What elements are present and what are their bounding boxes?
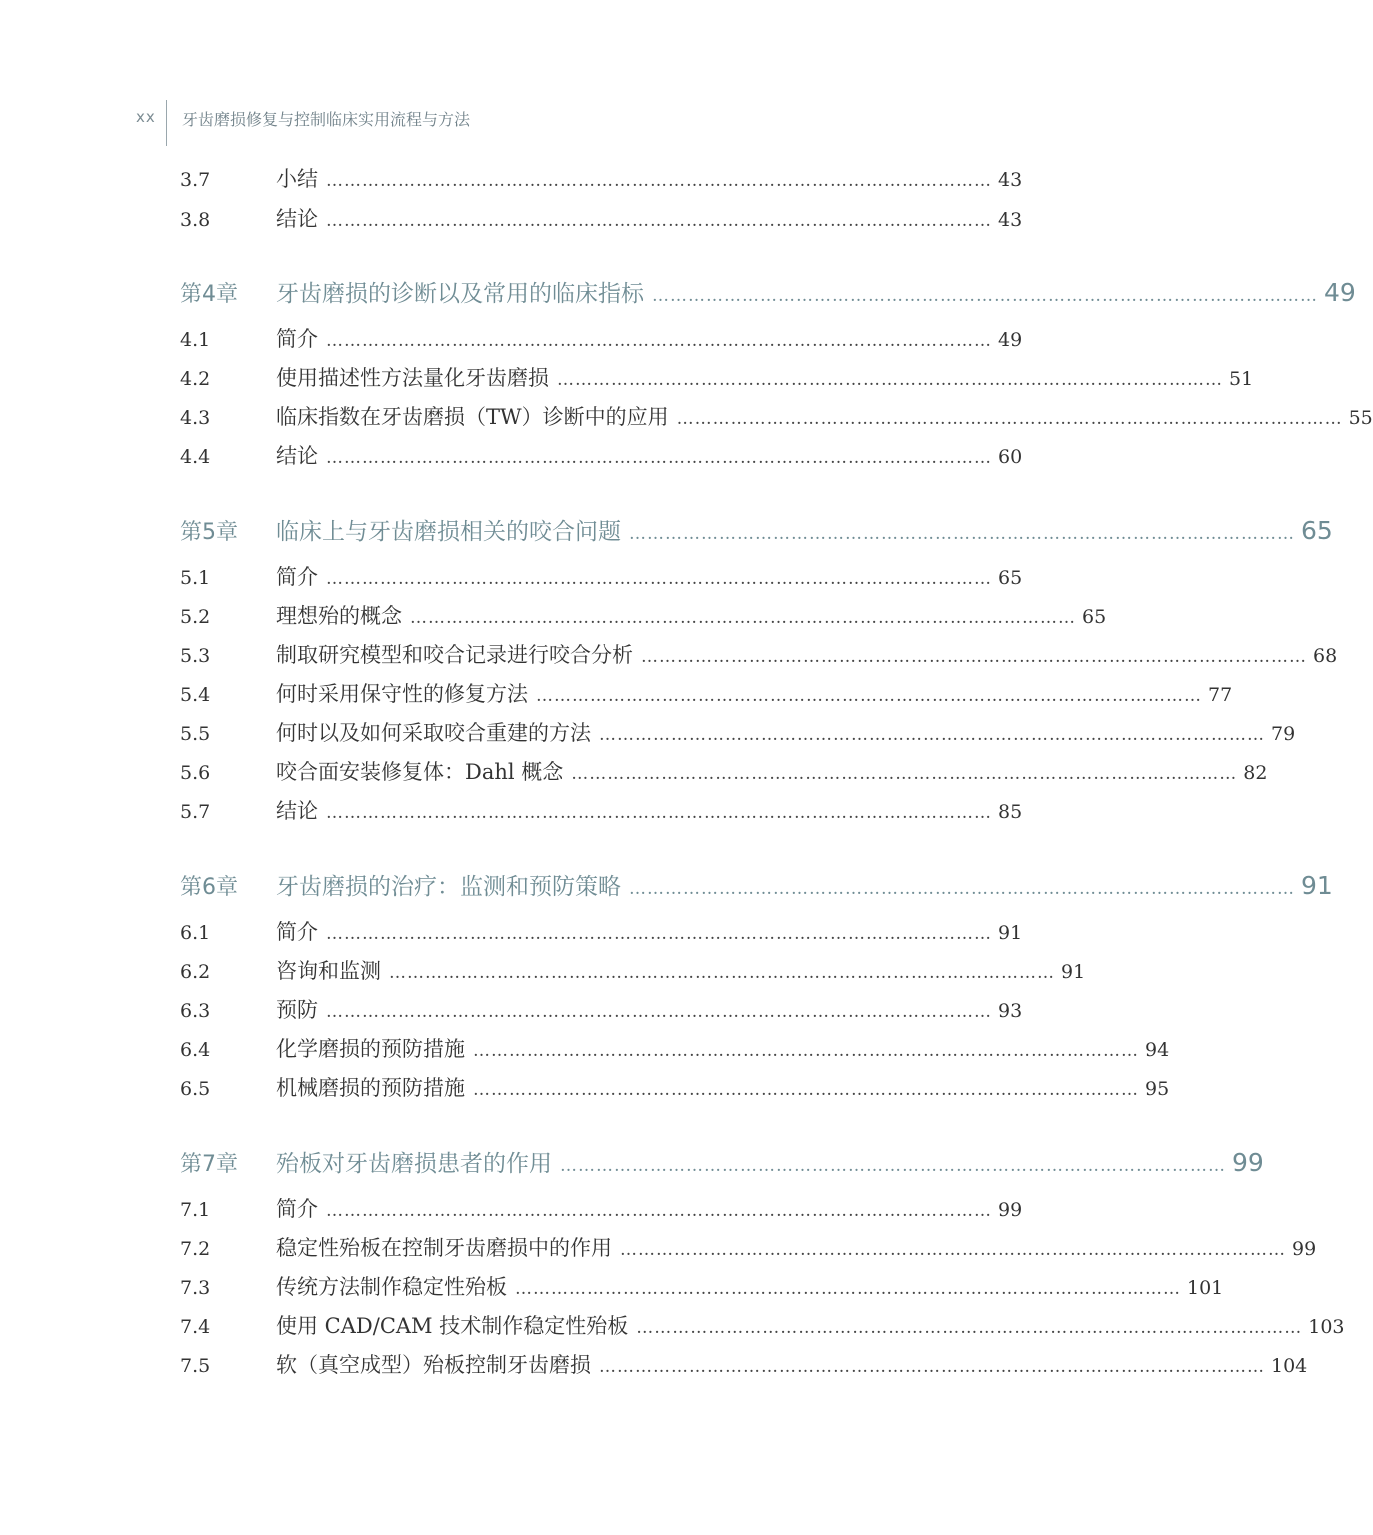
page-ref: 49: [998, 329, 1023, 351]
page-ref: 91: [998, 922, 1023, 944]
section-title: 预防: [276, 998, 318, 1022]
page-ref: 101: [1187, 1277, 1224, 1299]
dot-leader: …………………………………………………………………………………………………: [326, 924, 992, 944]
page-ref: 60: [998, 446, 1023, 468]
chapter-title: 临床上与牙齿磨损相关的咬合问题: [276, 519, 621, 545]
toc-section-row: [180, 1349, 1308, 1379]
toc-section-row: [180, 1033, 1170, 1063]
toc-chapter-row: [180, 1145, 1264, 1178]
page-ref: 77: [1208, 684, 1233, 706]
page-ref: 65: [1082, 606, 1107, 628]
dot-leader: …………………………………………………………………………………………………: [326, 331, 992, 351]
toc-section-row: [180, 756, 1268, 786]
section-title: 化学磨损的预防措施: [276, 1037, 465, 1061]
toc-section-row: [180, 639, 1338, 669]
page-ref: 91: [1061, 961, 1086, 983]
toc-section-row: [180, 955, 1086, 985]
dot-leader: …………………………………………………………………………………………………: [571, 764, 1238, 784]
page-ref: 43: [998, 169, 1023, 191]
section-title: 临床指数在牙齿磨损（TW）诊断中的应用: [276, 405, 669, 429]
page-header: [0, 98, 1080, 148]
section-title: 结论: [276, 444, 318, 468]
dot-leader: …………………………………………………………………………………………………: [410, 608, 1076, 628]
page-ref: 82: [1243, 762, 1268, 784]
section-title: 使用 CAD/CAM 技术制作稳定性殆板: [276, 1314, 629, 1338]
page-ref: 79: [1271, 723, 1296, 745]
chapter-title: 殆板对牙齿磨损患者的作用: [276, 1151, 552, 1177]
section-title: 何时以及如何采取咬合重建的方法: [276, 721, 591, 745]
section-title: 使用描述性方法量化牙齿磨损: [276, 366, 549, 390]
page-ref: 49: [1324, 278, 1356, 307]
dot-leader: …………………………………………………………………………………………………: [389, 963, 1055, 983]
dot-leader: …………………………………………………………………………………………………: [326, 171, 992, 191]
section-title: 简介: [276, 1197, 318, 1221]
section-number: 4.3: [180, 407, 211, 429]
section-number: 5.1: [180, 567, 211, 589]
section-number: 5.6: [180, 762, 211, 784]
page-ref: 99: [1292, 1238, 1317, 1260]
chapter-number: 第6章: [180, 875, 238, 900]
toc-section-row: [180, 1271, 1224, 1301]
section-title: 咨询和监测: [276, 959, 381, 983]
book-title: 牙齿磨损修复与控制临床实用流程与方法: [182, 110, 471, 129]
section-number: 6.5: [180, 1078, 211, 1100]
chapter-title: 牙齿磨损的诊断以及常用的临床指标: [276, 281, 644, 307]
page-ref: 55: [1348, 407, 1373, 429]
dot-leader: …………………………………………………………………………………………………: [326, 1002, 992, 1022]
toc-section-row: [180, 362, 1254, 392]
page-number: xx: [136, 108, 156, 126]
section-number: 7.2: [180, 1238, 211, 1260]
toc-section-row: [180, 203, 1023, 233]
section-title: 机械磨损的预防措施: [276, 1076, 465, 1100]
section-title: 结论: [276, 799, 318, 823]
dot-leader: …………………………………………………………………………………………………: [620, 1240, 1286, 1260]
toc-chapter-row: [180, 513, 1333, 546]
page-ref: 51: [1229, 368, 1254, 390]
section-number: 6.3: [180, 1000, 211, 1022]
page-ref: 91: [1301, 871, 1333, 900]
toc-section-row: [180, 561, 1023, 591]
toc-section-row: [180, 994, 1023, 1024]
page-ref: 68: [1313, 645, 1338, 667]
dot-leader: …………………………………………………………………………………………………: [560, 1156, 1226, 1176]
toc-section-row: [180, 678, 1233, 708]
toc-section-row: [180, 795, 1023, 825]
dot-leader: …………………………………………………………………………………………………: [629, 524, 1295, 544]
section-number: 5.3: [180, 645, 211, 667]
dot-leader: …………………………………………………………………………………………………: [326, 448, 992, 468]
section-number: 5.4: [180, 684, 211, 706]
section-title: 简介: [276, 327, 318, 351]
page-ref: 93: [998, 1000, 1023, 1022]
section-title: 咬合面安装修复体：Dahl 概念: [276, 760, 564, 784]
section-title: 稳定性殆板在控制牙齿磨损中的作用: [276, 1236, 612, 1260]
section-title: 理想殆的概念: [276, 604, 402, 628]
toc-section-row: [180, 916, 1023, 946]
section-number: 6.1: [180, 922, 211, 944]
chapter-title: 牙齿磨损的治疗：监测和预防策略: [276, 874, 621, 900]
toc-chapter-row: [180, 868, 1333, 901]
toc-section-row: [180, 1072, 1170, 1102]
section-title: 简介: [276, 565, 318, 589]
toc-section-row: [180, 717, 1296, 747]
dot-leader: …………………………………………………………………………………………………: [326, 569, 992, 589]
toc-section-row: [180, 323, 1023, 353]
page-ref: 99: [998, 1199, 1023, 1221]
dot-leader: …………………………………………………………………………………………………: [473, 1041, 1139, 1061]
page-ref: 104: [1271, 1355, 1308, 1377]
section-title: 软（真空成型）殆板控制牙齿磨损: [276, 1353, 591, 1377]
chapter-number: 第4章: [180, 282, 238, 307]
page-ref: 99: [1232, 1148, 1264, 1177]
page-ref: 95: [1145, 1078, 1170, 1100]
dot-leader: …………………………………………………………………………………………………: [629, 879, 1295, 899]
section-title: 小结: [276, 167, 318, 191]
section-number: 4.4: [180, 446, 211, 468]
section-title: 传统方法制作稳定性殆板: [276, 1275, 507, 1299]
section-number: 4.1: [180, 329, 211, 351]
section-title: 简介: [276, 920, 318, 944]
dot-leader: …………………………………………………………………………………………………: [515, 1279, 1181, 1299]
toc-section-row: [180, 600, 1107, 630]
dot-leader: …………………………………………………………………………………………………: [641, 647, 1307, 667]
section-number: 4.2: [180, 368, 211, 390]
page-ref: 94: [1145, 1039, 1170, 1061]
dot-leader: …………………………………………………………………………………………………: [326, 803, 992, 823]
section-number: 7.1: [180, 1199, 211, 1221]
chapter-number: 第7章: [180, 1152, 238, 1177]
chapter-number: 第5章: [180, 520, 238, 545]
page-ref: 85: [998, 801, 1023, 823]
toc-section-row: [180, 401, 1373, 431]
header-divider: [166, 100, 167, 146]
section-number: 7.4: [180, 1316, 211, 1338]
dot-leader: …………………………………………………………………………………………………: [599, 725, 1265, 745]
page-ref: 65: [998, 567, 1023, 589]
section-number: 5.2: [180, 606, 211, 628]
section-number: 7.3: [180, 1277, 211, 1299]
dot-leader: …………………………………………………………………………………………………: [599, 1357, 1265, 1377]
section-title: 结论: [276, 207, 318, 231]
section-number: 6.4: [180, 1039, 211, 1061]
section-number: 5.7: [180, 801, 211, 823]
page-ref: 43: [998, 209, 1023, 231]
dot-leader: …………………………………………………………………………………………………: [557, 370, 1223, 390]
dot-leader: …………………………………………………………………………………………………: [636, 1318, 1303, 1338]
toc-section-row: [180, 1193, 1023, 1223]
dot-leader: …………………………………………………………………………………………………: [676, 409, 1343, 429]
toc-section-row: [180, 163, 1023, 193]
section-title: 何时采用保守性的修复方法: [276, 682, 528, 706]
page-ref: 103: [1308, 1316, 1345, 1338]
toc-section-row: [180, 440, 1023, 470]
dot-leader: …………………………………………………………………………………………………: [473, 1080, 1139, 1100]
toc-section-row: [180, 1310, 1345, 1340]
page-ref: 65: [1301, 516, 1333, 545]
dot-leader: …………………………………………………………………………………………………: [652, 286, 1318, 306]
dot-leader: …………………………………………………………………………………………………: [536, 686, 1202, 706]
dot-leader: …………………………………………………………………………………………………: [326, 1201, 992, 1221]
section-number: 5.5: [180, 723, 211, 745]
dot-leader: …………………………………………………………………………………………………: [326, 211, 992, 231]
section-title: 制取研究模型和咬合记录进行咬合分析: [276, 643, 633, 667]
section-number: 7.5: [180, 1355, 211, 1377]
section-number: 3.7: [180, 169, 211, 191]
toc-chapter-row: [180, 275, 1356, 308]
toc-section-row: [180, 1232, 1317, 1262]
section-number: 3.8: [180, 209, 211, 231]
section-number: 6.2: [180, 961, 211, 983]
